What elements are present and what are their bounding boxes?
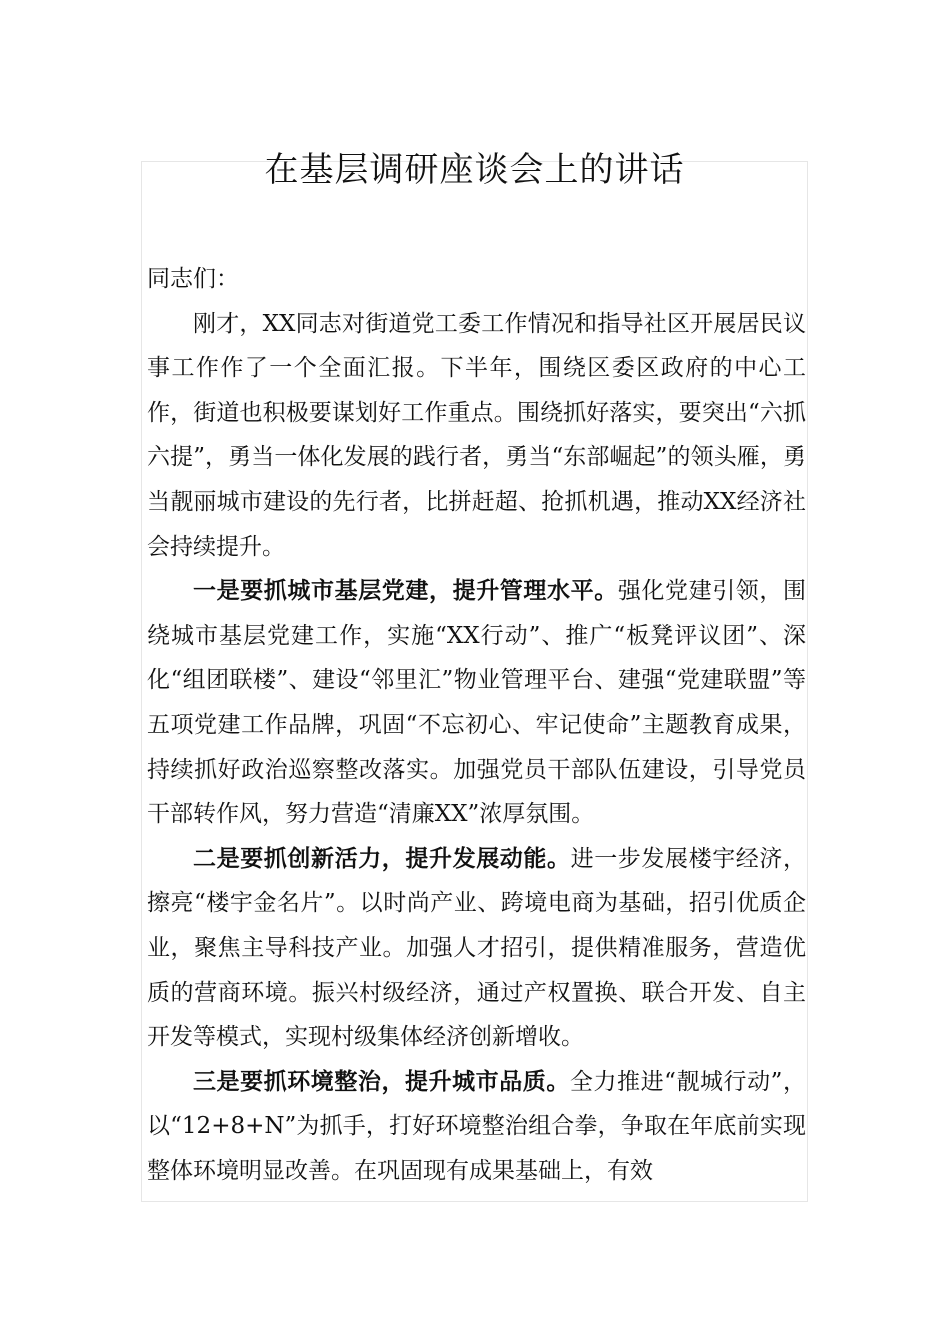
paragraph-3-lead: 二是要抓创新活力，提升发展动能。 <box>193 845 571 872</box>
paragraph-1-text: 刚才，XX同志对街道党工委工作情况和指导社区开展居民议事工作作了一个全面汇报。下半年，围绕区委区政府的中心工作，街道也积极要谋划好工作重点。围绕抓好落实，要突出“六抓六提”，勇当一体化发展的践行者，勇当“东部崛起”的领头雁，勇当靓丽城市建设的先行者，比拼赶超、抢抓机遇，推动XX经济社会持续提升。 <box>147 310 806 560</box>
paragraph-3-text: 进一步发展楼宇经济，擦亮“楼宇金名片”。以时尚产业、跨境电商为基础，招引优质企业，聚焦主导科技产业。加强人才招引，提供精准服务，营造优质的营商环境。振兴村级经济，通过产权置换、联合开发、自主开发等模式，实现村级集体经济创新增收。 <box>147 845 807 1051</box>
paragraph-1 <box>147 302 806 570</box>
document-title: 在基层调研座谈会上的讲话 <box>264 150 685 190</box>
paragraph-2-text: 强化党建引领，围绕城市基层党建工作，实施“XX行动”、推广“板凳评议团”、深化“组团联楼”、建设“邻里汇”物业管理平台、建强“党建联盟”等五项党建工作品牌，巩固“不忘初心、牢记使命”主题教育成果，持续抓好政治巡察整改落实。加强党员干部队伍建设，引导党员干部转作风，努力营造“清廉XX”浓厚氛围。 <box>147 578 807 828</box>
paragraph-4 <box>147 1060 806 1194</box>
paragraph-4-text: 全力推进“靓城行动”，以“12+8+N”为抓手，打好环境整治组合拳，争取在年底前实现整体环境明显改善。在巩固现有成果基础上，有效 <box>147 1068 806 1184</box>
document-body <box>147 257 806 1193</box>
paragraph-2 <box>147 569 806 837</box>
paragraph-4-lead: 三是要抓环境整治，提升城市品质。 <box>193 1068 570 1095</box>
paragraph-2-lead: 一是要抓城市基层党建，提升管理水平。 <box>193 578 618 605</box>
paragraph-3 <box>147 837 806 1060</box>
salutation: 同志们： <box>147 266 239 292</box>
